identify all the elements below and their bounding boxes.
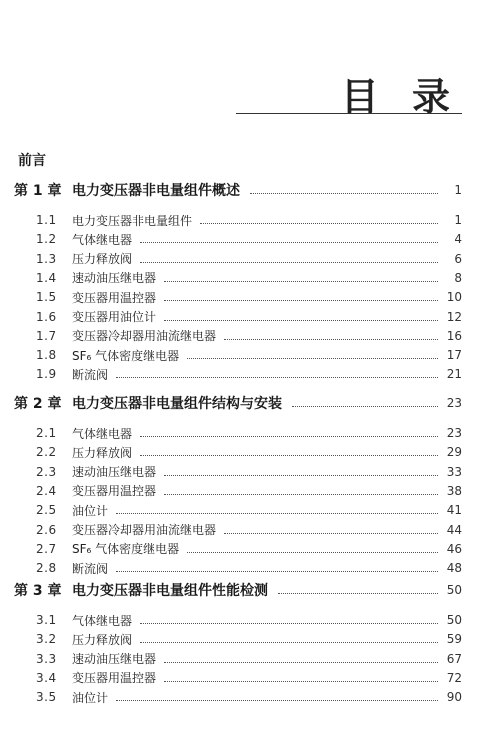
section-entry <box>0 481 500 501</box>
dot-leader <box>292 406 438 407</box>
chapter-number: 第 3 章 <box>14 583 62 599</box>
section-page-number: 59 <box>446 632 462 647</box>
dot-leader <box>116 700 438 701</box>
section-title: 气体继电器 <box>72 426 133 441</box>
section-number: 1.3 <box>36 251 57 266</box>
section-number: 2.8 <box>36 561 57 576</box>
chapter-number: 第 2 章 <box>14 396 62 412</box>
heading-rule <box>236 113 462 114</box>
dot-leader <box>200 223 438 224</box>
dot-leader <box>140 623 438 624</box>
preface-entry: 前言 <box>18 153 46 169</box>
section-number: 2.7 <box>36 541 57 556</box>
section-entry <box>0 268 500 288</box>
section-page-number: 4 <box>454 232 462 247</box>
section-number: 3.2 <box>36 632 57 647</box>
section-page-number: 44 <box>446 522 462 537</box>
section-number: 2.3 <box>36 464 57 479</box>
dot-leader <box>140 642 438 643</box>
section-page-number: 29 <box>446 445 462 460</box>
chapter-entry <box>0 580 500 600</box>
dot-leader <box>187 358 438 359</box>
section-number: 1.6 <box>36 309 57 324</box>
section-number: 3.1 <box>36 613 57 627</box>
dot-leader <box>164 300 438 301</box>
section-entry <box>0 210 500 230</box>
section-entry <box>0 500 500 520</box>
section-entry <box>0 423 500 443</box>
section-entry <box>0 229 500 249</box>
dot-leader <box>278 593 438 594</box>
section-number: 2.2 <box>36 445 57 460</box>
section-number: 3.3 <box>36 651 57 666</box>
section-page-number: 90 <box>446 690 462 705</box>
chapter-title: 电力变压器非电量组件性能检测 <box>72 583 268 599</box>
section-entry <box>0 520 500 540</box>
section-entry <box>0 442 500 462</box>
section-page-number: 38 <box>446 483 462 498</box>
section-title: SF₆ 气体密度继电器 <box>72 542 180 557</box>
section-number: 3.5 <box>36 690 57 705</box>
dot-leader <box>224 533 438 534</box>
section-number: 1.4 <box>36 270 57 285</box>
section-number: 1.7 <box>36 328 57 343</box>
chapter-entry <box>0 393 500 413</box>
dot-leader <box>116 571 438 572</box>
section-title: 断流阀 <box>72 561 109 576</box>
chapter-page-number: 50 <box>446 583 462 597</box>
section-number: 1.2 <box>36 232 57 247</box>
section-page-number: 33 <box>446 464 462 479</box>
section-entry <box>0 307 500 327</box>
chapter-entry <box>0 180 500 200</box>
section-entry <box>0 649 500 669</box>
section-number: 1.8 <box>36 348 57 363</box>
section-title: 变压器冷却器用油流继电器 <box>72 523 217 537</box>
section-title: SF₆ 气体密度继电器 <box>72 348 180 363</box>
section-title: 压力释放阀 <box>72 445 133 460</box>
section-title: 气体继电器 <box>72 232 133 247</box>
dot-leader <box>224 339 438 340</box>
section-title: 油位计 <box>72 690 109 705</box>
section-number: 1.1 <box>36 213 57 227</box>
dot-leader <box>164 320 438 321</box>
section-number: 3.4 <box>36 670 57 685</box>
section-page-number: 41 <box>446 503 462 518</box>
section-entry <box>0 687 500 707</box>
section-number: 1.5 <box>36 290 57 305</box>
section-number: 2.5 <box>36 503 57 518</box>
toc-heading: 目 录 <box>340 74 460 119</box>
dot-leader <box>140 262 438 263</box>
section-entry <box>0 539 500 559</box>
dot-leader <box>164 494 438 495</box>
section-entry <box>0 345 500 365</box>
section-number: 1.9 <box>36 367 57 382</box>
section-page-number: 21 <box>446 367 462 382</box>
section-title: 气体继电器 <box>72 613 133 628</box>
section-entry <box>0 326 500 346</box>
section-title: 电力变压器非电量组件 <box>72 213 193 228</box>
section-entry <box>0 462 500 482</box>
section-number: 2.6 <box>36 522 57 537</box>
section-page-number: 12 <box>446 309 462 324</box>
section-title: 油位计 <box>72 503 109 518</box>
section-page-number: 23 <box>446 426 462 440</box>
dot-leader <box>187 552 438 553</box>
section-entry <box>0 668 500 688</box>
dot-leader <box>140 242 438 243</box>
section-entry <box>0 249 500 269</box>
dot-leader <box>250 193 438 194</box>
section-title: 速动油压继电器 <box>72 652 157 667</box>
section-page-number: 67 <box>446 651 462 666</box>
dot-leader <box>164 475 438 476</box>
section-title: 断流阀 <box>72 367 109 382</box>
section-entry <box>0 287 500 307</box>
section-page-number: 72 <box>446 670 462 685</box>
section-title: 变压器用温控器 <box>72 671 157 686</box>
dot-leader <box>116 513 438 514</box>
dot-leader <box>164 281 438 282</box>
section-page-number: 17 <box>446 348 462 363</box>
section-page-number: 46 <box>446 541 462 556</box>
section-entry <box>0 629 500 649</box>
section-page-number: 1 <box>454 213 462 227</box>
dot-leader <box>116 377 438 378</box>
section-title: 压力释放阀 <box>72 632 133 647</box>
chapter-page-number: 1 <box>454 183 462 197</box>
section-entry <box>0 610 500 630</box>
chapter-title: 电力变压器非电量组件结构与安装 <box>72 396 282 412</box>
section-page-number: 10 <box>446 290 462 305</box>
section-page-number: 48 <box>446 561 462 576</box>
chapter-title: 电力变压器非电量组件概述 <box>72 183 240 199</box>
section-page-number: 8 <box>454 270 462 285</box>
section-number: 2.4 <box>36 483 57 498</box>
section-page-number: 50 <box>446 613 462 627</box>
section-title: 变压器用温控器 <box>72 484 157 499</box>
section-title: 变压器用温控器 <box>72 290 157 305</box>
section-page-number: 16 <box>446 328 462 343</box>
dot-leader <box>140 436 438 437</box>
section-page-number: 6 <box>454 251 462 266</box>
section-entry <box>0 558 500 578</box>
chapter-number: 第 1 章 <box>14 183 62 199</box>
dot-leader <box>164 681 438 682</box>
chapter-page-number: 23 <box>446 396 462 410</box>
section-title: 速动油压继电器 <box>72 271 157 286</box>
section-title: 速动油压继电器 <box>72 465 157 480</box>
dot-leader <box>140 455 438 456</box>
section-entry <box>0 364 500 384</box>
section-title: 变压器冷却器用油流继电器 <box>72 329 217 344</box>
section-title: 变压器用油位计 <box>72 310 157 324</box>
dot-leader <box>164 662 438 663</box>
section-title: 压力释放阀 <box>72 252 133 267</box>
section-number: 2.1 <box>36 426 57 440</box>
